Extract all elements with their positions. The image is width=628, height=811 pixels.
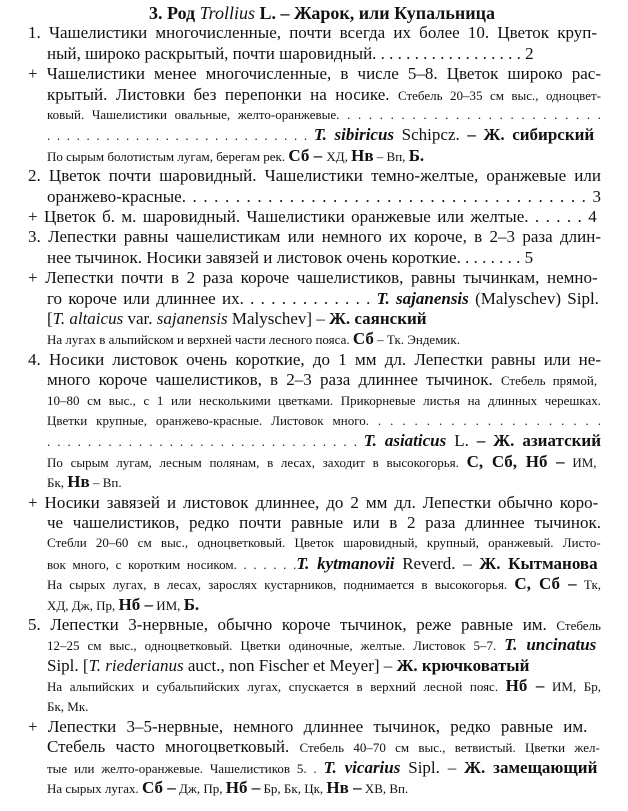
text-segment: – Вп. bbox=[89, 475, 122, 491]
key-continuation-line bbox=[47, 289, 599, 309]
text-segment: По сырым лугам, лесным полянам, в лесах, заходит в высокогорья. bbox=[47, 454, 467, 470]
text-segment: Сб – bbox=[142, 778, 176, 798]
key-continuation-line bbox=[47, 737, 600, 757]
line-text bbox=[47, 105, 601, 125]
text-segment: оранжево-красные. . . . . . . . . . . . . . . . . . . . . . . . . . . . . . . . . . . . . . 3 bbox=[47, 186, 601, 206]
key-continuation-line bbox=[47, 778, 408, 798]
key-continuation-line bbox=[47, 574, 601, 594]
text-segment: Ж. саянский bbox=[329, 309, 427, 328]
text-segment: Нв bbox=[67, 472, 90, 492]
key-entry-line bbox=[28, 227, 601, 247]
text-segment: ковый. Чашелистики овальные, желто-оранжевые. . . . . . . . . . . . . . . . . . . . . . . . . bbox=[47, 107, 601, 122]
text-segment: Сб bbox=[352, 329, 374, 349]
text-segment: На лугах в альпийском и верхней части лесного пояса. bbox=[47, 332, 353, 348]
line-text bbox=[47, 452, 597, 473]
key-continuation-line bbox=[47, 44, 534, 64]
text-segment: Malyschev] – bbox=[227, 309, 330, 328]
line-text bbox=[47, 248, 533, 269]
line-text bbox=[47, 656, 529, 677]
text-segment: – Ж. азиатский bbox=[476, 431, 602, 451]
key-continuation-line bbox=[47, 85, 601, 105]
text-segment: Б. bbox=[408, 145, 425, 165]
text-segment: ХД, bbox=[326, 148, 352, 164]
text-segment: ИМ, bbox=[564, 454, 597, 470]
key-continuation-line bbox=[47, 635, 596, 655]
line-text bbox=[28, 493, 598, 514]
text-segment: . . . . . . . . . . . . . . . . . . . . . . . . . . . . . . . bbox=[47, 434, 364, 450]
taxon-name: T. sibiricus bbox=[313, 125, 395, 145]
line-text bbox=[47, 533, 601, 553]
text-segment: Сб – bbox=[288, 145, 327, 165]
key-continuation-line bbox=[47, 187, 601, 207]
text-segment: Дж, Пр, bbox=[175, 781, 226, 797]
line-text bbox=[28, 23, 597, 44]
key-entry-line bbox=[28, 64, 601, 84]
line-text bbox=[47, 635, 596, 656]
taxon-name: T. uncinatus bbox=[504, 635, 597, 655]
key-continuation-line bbox=[47, 533, 601, 553]
text-segment: крытый. Листовки без перепонки на носике. bbox=[47, 84, 398, 104]
key-entry-line bbox=[28, 268, 598, 288]
text-segment: var. bbox=[123, 309, 157, 328]
text-segment: Бк, Мк. bbox=[47, 698, 89, 714]
text-segment: вок много, с коротким носиком. . . . . . . bbox=[47, 556, 297, 572]
text-segment: Schipcz. bbox=[394, 125, 468, 145]
text-segment: По сырым болотистым лугам, берегам рек. bbox=[47, 148, 289, 164]
line-text bbox=[47, 697, 88, 717]
text-segment: – Вп, bbox=[373, 148, 409, 164]
line-text bbox=[47, 737, 600, 758]
taxon-name: T. riederianus bbox=[88, 655, 184, 675]
key-continuation-line bbox=[47, 391, 601, 411]
text-segment: тые или желто-оранжевые. Чашелистиков 5. . bbox=[47, 760, 324, 776]
text-segment: Стебель часто многоцветковый. bbox=[47, 737, 300, 757]
key-continuation-line bbox=[47, 146, 424, 166]
text-segment: (Malyschev) Sipl. bbox=[468, 288, 599, 308]
text-segment: Б. bbox=[183, 594, 200, 614]
line-text bbox=[28, 207, 597, 228]
key-continuation-line bbox=[47, 431, 601, 451]
text-segment: – Тк. Эндемик. bbox=[373, 332, 460, 348]
text-segment: + Носики завязей и листовок длиннее, до 2 мм дл. Лепестки обычно коро- bbox=[28, 492, 599, 512]
taxon-name: T. sajanensis bbox=[376, 288, 469, 308]
taxon-name: Trollius bbox=[199, 3, 256, 23]
text-segment: че чашелистиков, редко почти равные или в 2 раза длиннее тычинок. bbox=[47, 513, 601, 532]
key-continuation-line bbox=[47, 513, 601, 533]
text-segment: Стебли 20–60 см выс., одноцветковый. Цветок шаровидный, крупный, оранжевый. Листо- bbox=[47, 535, 601, 551]
line-text bbox=[47, 391, 601, 411]
text-segment: + Лепестки 3–5-нервные, немного длиннее тычинок, редко равные им. bbox=[28, 717, 588, 736]
text-segment: Бк, bbox=[47, 475, 68, 491]
key-continuation-line bbox=[47, 452, 597, 472]
text-segment: 2. Цветок почти шаровидный. Чашелистики темно-желтые, оранжевые или bbox=[28, 166, 601, 186]
line-text bbox=[47, 370, 597, 391]
line-text bbox=[28, 268, 598, 289]
taxon-name: sajanensis bbox=[156, 309, 228, 328]
key-continuation-line bbox=[47, 656, 529, 676]
key-continuation-line bbox=[47, 309, 427, 329]
text-segment: ХД, Дж, Пр, bbox=[47, 597, 119, 613]
line-text bbox=[47, 187, 601, 208]
line-text bbox=[47, 758, 597, 779]
text-segment: + Цветок б. м. шаровидный. Чашелистики оранжевые или желтые. . . . . . 4 bbox=[28, 207, 597, 226]
text-segment: + Лепестки почти в 2 раза короче чашелистиков, равны тычинкам, немно- bbox=[28, 268, 598, 288]
line-text bbox=[28, 350, 601, 371]
line-text bbox=[47, 411, 601, 431]
key-continuation-line bbox=[47, 125, 594, 145]
line-text bbox=[47, 554, 598, 575]
text-segment: [ bbox=[47, 309, 53, 328]
text-segment: 3. Лепестки равны чашелистикам или немного их короче, в 2–3 раза длин- bbox=[28, 227, 601, 247]
text-segment: Нв – bbox=[326, 778, 362, 798]
line-text bbox=[47, 125, 594, 146]
line-text bbox=[47, 44, 534, 65]
line-text bbox=[47, 472, 122, 493]
text-segment: – Ж. сибирский bbox=[467, 125, 595, 145]
line-text bbox=[28, 166, 601, 187]
text-segment: ХВ, Вп. bbox=[361, 781, 409, 797]
text-segment: ИМ, Бр, bbox=[544, 679, 601, 695]
text-segment: Нв bbox=[351, 145, 374, 165]
text-segment: Нб – bbox=[225, 778, 261, 798]
key-continuation-line bbox=[47, 472, 122, 492]
text-segment: 5. Лепестки 3-нервные, обычно короче тычинок, реже равные им. bbox=[28, 615, 557, 634]
line-text bbox=[28, 64, 601, 85]
taxon-name: T. asiaticus bbox=[363, 431, 447, 451]
section-heading bbox=[149, 3, 495, 23]
text-segment: ИМ, bbox=[152, 597, 184, 613]
key-continuation-line bbox=[47, 105, 601, 125]
line-text bbox=[47, 146, 424, 167]
text-segment: нее тычинок. Носики завязей и листовок очень короткие. . . . . . . . 5 bbox=[47, 247, 534, 267]
text-segment: Бр, Бк, Цк, bbox=[260, 781, 327, 797]
text-segment: Тк, bbox=[576, 577, 602, 593]
text-segment: Нб – bbox=[505, 676, 545, 696]
text-segment: L. bbox=[446, 431, 477, 451]
key-entry-line bbox=[28, 493, 598, 513]
line-text bbox=[47, 676, 601, 697]
text-segment: Стебель 20–35 см выс., одноцвет- bbox=[397, 87, 601, 103]
line-text bbox=[47, 574, 601, 595]
text-segment: 4. Носики листовок очень короткие, до 1 мм дл. Лепестки равны или не- bbox=[28, 349, 601, 369]
line-text bbox=[28, 615, 601, 636]
line-text bbox=[47, 85, 601, 106]
text-segment: Reverd. – bbox=[394, 553, 480, 573]
text-segment: ный, широко раскрытый, почти шаровидный. . . . . . . . . . . . . . . . . . 2 bbox=[47, 43, 534, 63]
key-entry-line bbox=[28, 166, 601, 186]
line-text bbox=[28, 227, 601, 248]
line-text bbox=[149, 3, 495, 25]
key-continuation-line bbox=[47, 329, 460, 349]
text-segment: На сырых лугах, в лесах, зарослях кустарников, поднимается в высокогорья. bbox=[47, 577, 515, 593]
text-segment: Стебель прямой, bbox=[500, 373, 598, 389]
line-text bbox=[47, 289, 599, 310]
taxon-name: T. altaicus bbox=[52, 309, 124, 328]
text-segment: Стебель bbox=[556, 618, 601, 633]
key-continuation-line bbox=[47, 248, 533, 268]
key-entry-line bbox=[28, 23, 597, 43]
text-segment: + Чашелистики менее многочисленные, в числе 5–8. Цветок широко рас- bbox=[28, 64, 601, 84]
line-text bbox=[47, 595, 199, 616]
key-continuation-line bbox=[47, 554, 598, 574]
text-segment: 12–25 см выс., одноцветковый. Цветки одиночные, желтые. Листовок 5–7. bbox=[47, 638, 505, 654]
text-segment: L. – Жарок, или Купальница bbox=[255, 3, 495, 23]
text-segment: Ж. крючковатый bbox=[396, 655, 530, 675]
text-segment: auct., non Fischer et Meyer] – bbox=[183, 655, 397, 675]
key-continuation-line bbox=[47, 411, 601, 431]
line-text bbox=[47, 513, 601, 534]
text-segment: С, Сб – bbox=[514, 574, 577, 594]
text-segment: Sipl. – bbox=[400, 757, 465, 777]
key-continuation-line bbox=[47, 595, 199, 615]
key-continuation-line bbox=[47, 370, 597, 390]
text-segment: Ж. Кытманова bbox=[479, 553, 598, 573]
line-text bbox=[47, 309, 427, 330]
taxon-name: T. vicarius bbox=[323, 757, 401, 777]
text-segment: 3. Род bbox=[149, 3, 200, 23]
text-segment: Нб – bbox=[118, 594, 153, 614]
line-text bbox=[47, 329, 460, 350]
text-segment: 10–80 см выс., с 1 или несколькими цветками. Прикорневые листья на длинных черешках. bbox=[47, 392, 601, 408]
taxon-name: T. kytmanovii bbox=[296, 553, 395, 573]
key-entry-line bbox=[28, 350, 601, 370]
text-segment: На альпийских и субальпийских лугах, спускается в верхний лесной пояс. bbox=[47, 679, 506, 695]
text-segment: На сырых лугах. bbox=[47, 781, 142, 797]
line-text bbox=[47, 778, 408, 799]
text-segment: . . . . . . . . . . . . . . . . . . . . . . . . . . . bbox=[47, 128, 314, 144]
line-text bbox=[47, 431, 601, 452]
text-segment: Цветки крупные, оранжево-красные. Листовок много. . . . . . . . . . . . . . . . . . . . bbox=[47, 413, 601, 428]
key-continuation-line bbox=[47, 676, 601, 696]
text-segment: 1. Чашелистики многочисленные, почти всегда их более 10. Цветок круп- bbox=[28, 23, 598, 43]
key-entry-line bbox=[28, 207, 597, 227]
line-text bbox=[28, 717, 587, 738]
text-segment: много короче чашелистиков, в 2–3 раза длиннее тычинок. bbox=[47, 370, 501, 390]
text-segment: го короче или длиннее их. . . . . . . . . . . . . bbox=[47, 288, 377, 308]
text-segment: Стебель 40–70 см выс., ветвистый. Цветки жел- bbox=[299, 740, 600, 756]
text-segment: Ж. замещающий bbox=[464, 757, 598, 777]
key-continuation-line bbox=[47, 697, 88, 717]
text-segment: Sipl. [ bbox=[47, 655, 89, 675]
text-segment: С, Сб, Нб – bbox=[466, 451, 565, 471]
key-entry-line bbox=[28, 717, 587, 737]
key-continuation-line bbox=[47, 758, 597, 778]
key-entry-line bbox=[28, 615, 601, 635]
